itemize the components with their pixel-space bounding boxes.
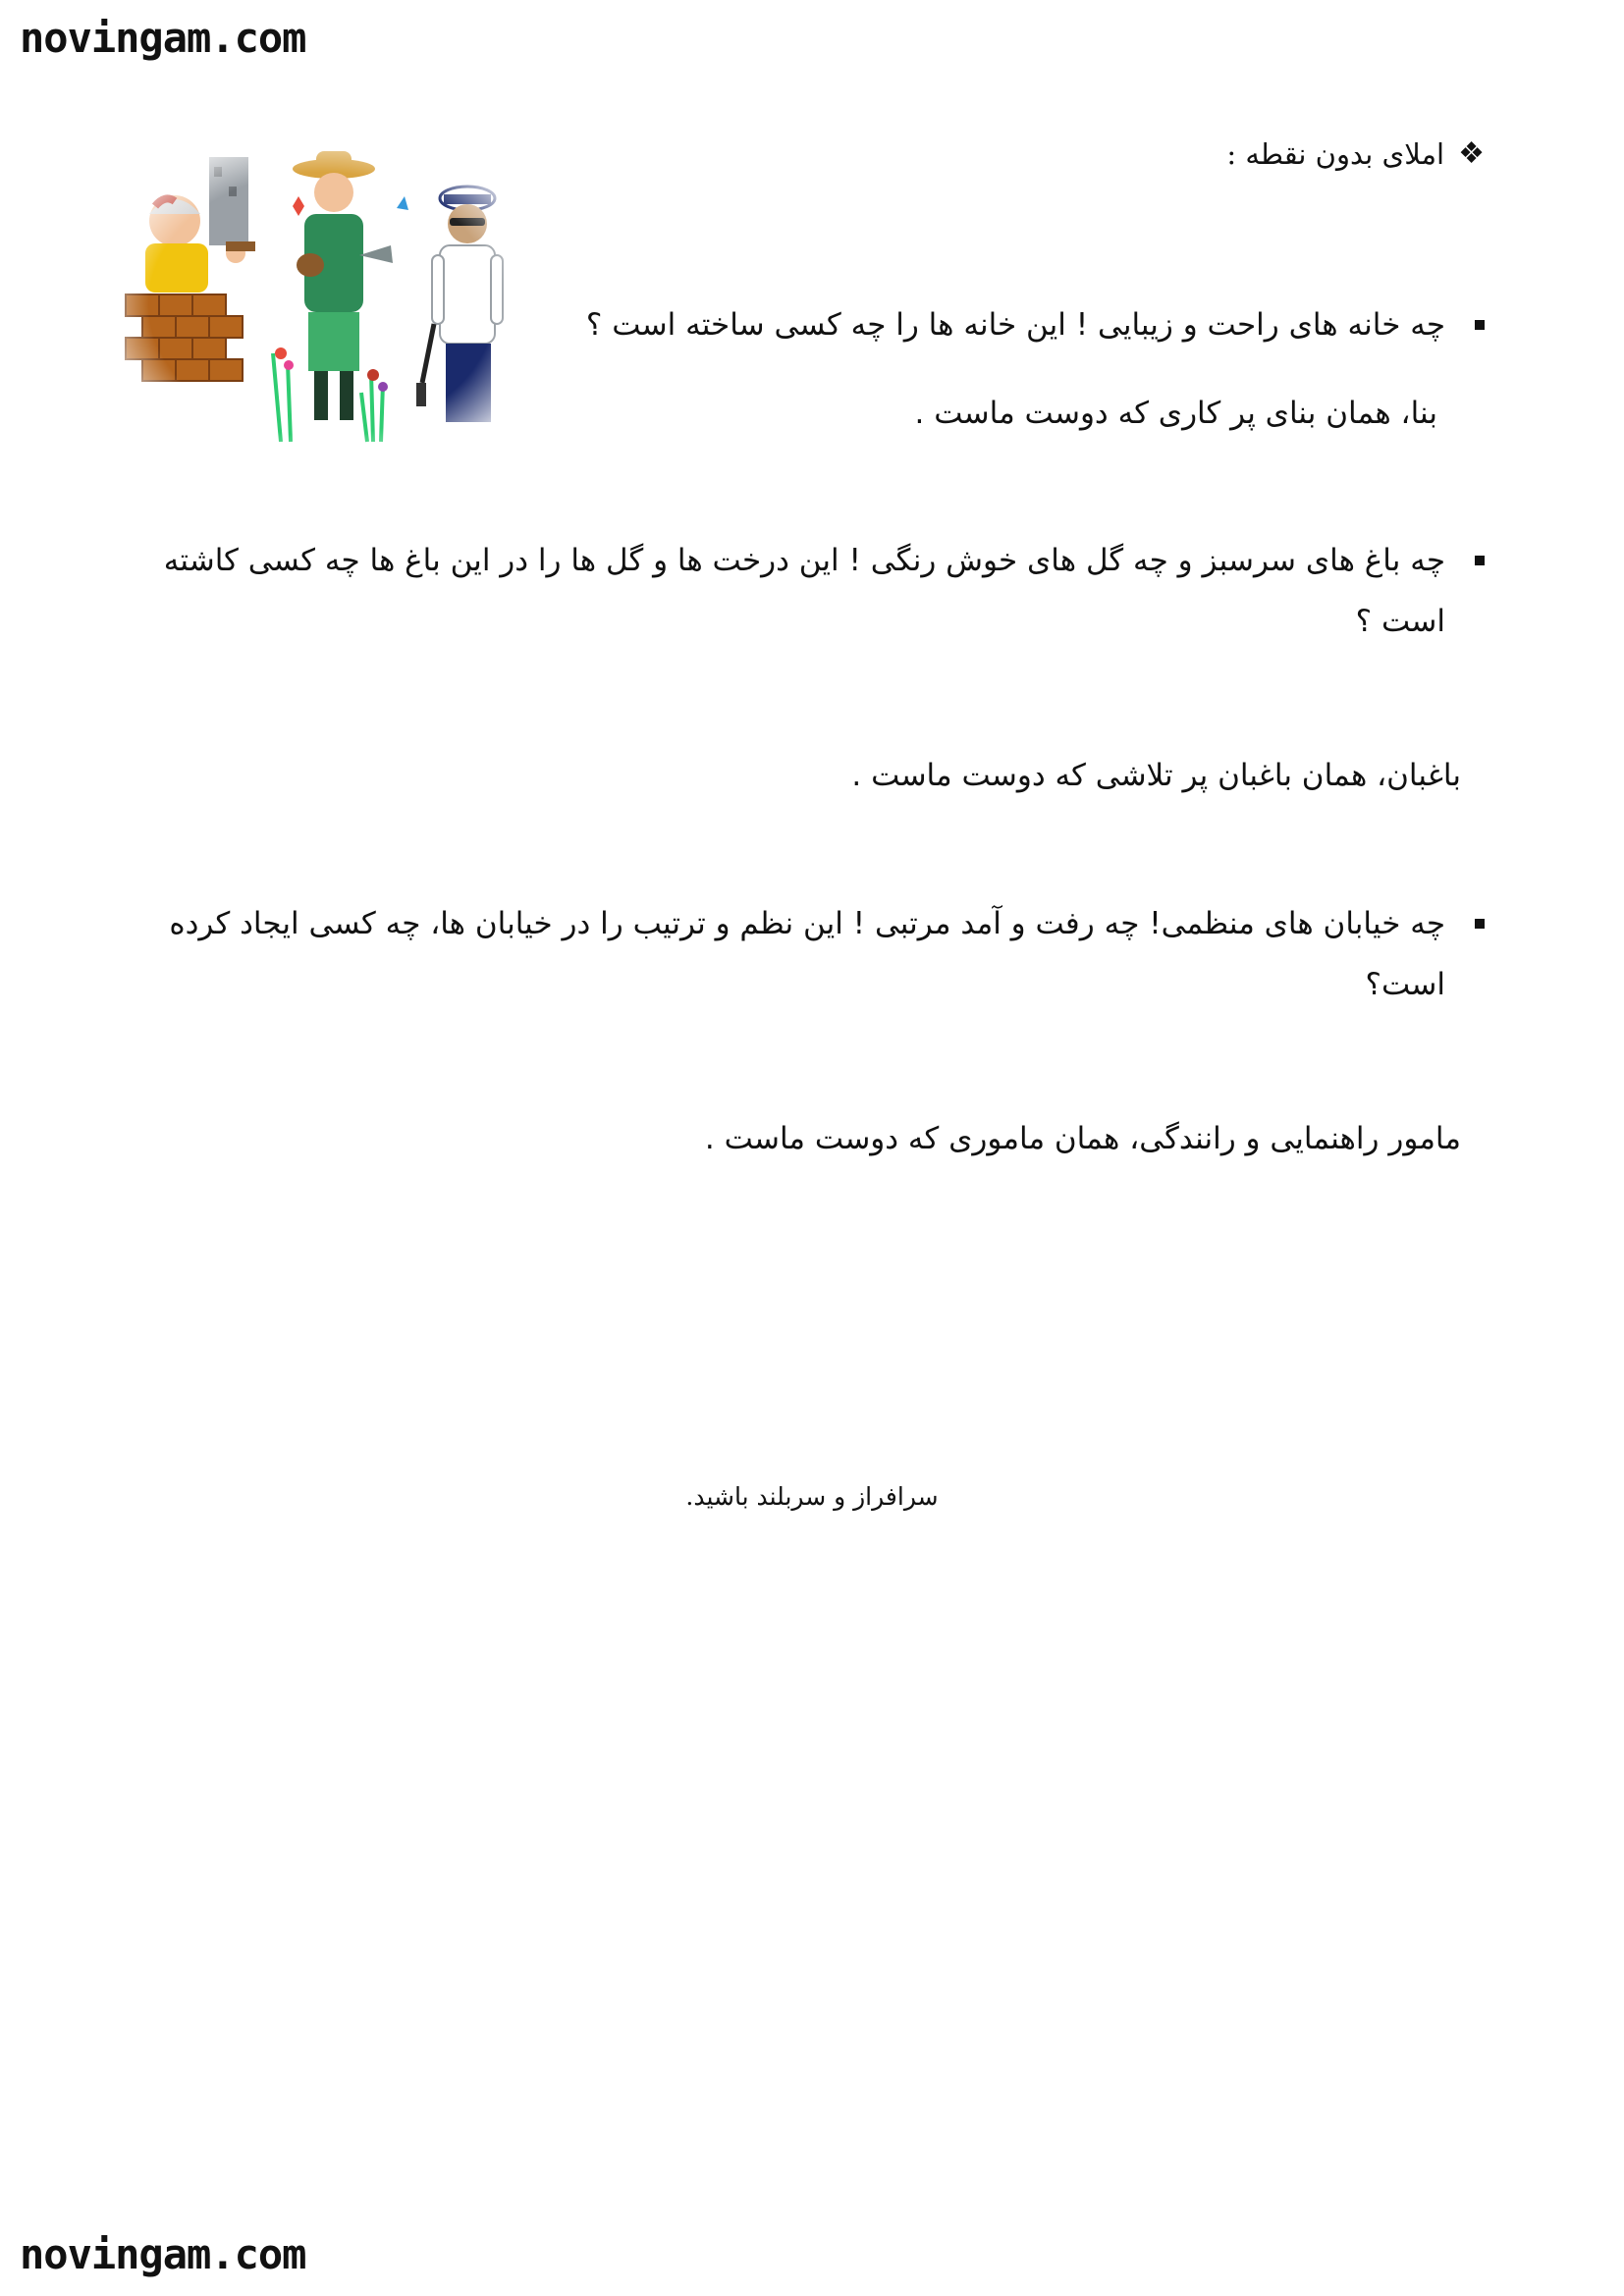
workers-illustration — [116, 147, 528, 461]
diamond-four-icon: ❖ — [1458, 136, 1485, 171]
square-bullet-icon — [1475, 320, 1485, 330]
watermark-bottom: novingam.com — [20, 2230, 306, 2278]
answer-text-3: مامور راهنمایی و رانندگی، همان ماموری که دوست ماست . — [704, 1121, 1461, 1156]
answer-text-1: بنا، همان بنای پر کاری که دوست ماست . — [914, 396, 1437, 431]
watermark-top: novingam.com — [20, 14, 306, 62]
heading-text: املای بدون نقطه : — [1226, 137, 1445, 171]
question-item-3 — [110, 893, 1485, 1015]
question-item-2 — [110, 530, 1485, 652]
answer-text-2: باغبان، همان باغبان پر تلاشی که دوست ماست . — [851, 758, 1461, 793]
closing-text: سرافراز و سربلند باشید. — [685, 1482, 939, 1511]
question-item-1 — [562, 294, 1485, 355]
square-bullet-icon — [1475, 556, 1485, 565]
question-text-3: چه خیابان های منظمی! چه رفت و آمد مرتبی ! این نظم و ترتیب را در خیابان ها، چه کسی ایجاد کرده است؟ — [169, 906, 1445, 1002]
question-text-1: چه خانه های راحت و زیبایی ! این خانه ها را چه کسی ساخته است ؟ — [585, 307, 1445, 343]
question-text-2: چه باغ های سرسبز و چه گل های خوش رنگی ! این درخت ها و گل ها را در این باغ ها چه کسی کاشته است ؟ — [163, 543, 1445, 639]
square-bullet-icon — [1475, 919, 1485, 929]
page-heading — [1226, 137, 1485, 171]
